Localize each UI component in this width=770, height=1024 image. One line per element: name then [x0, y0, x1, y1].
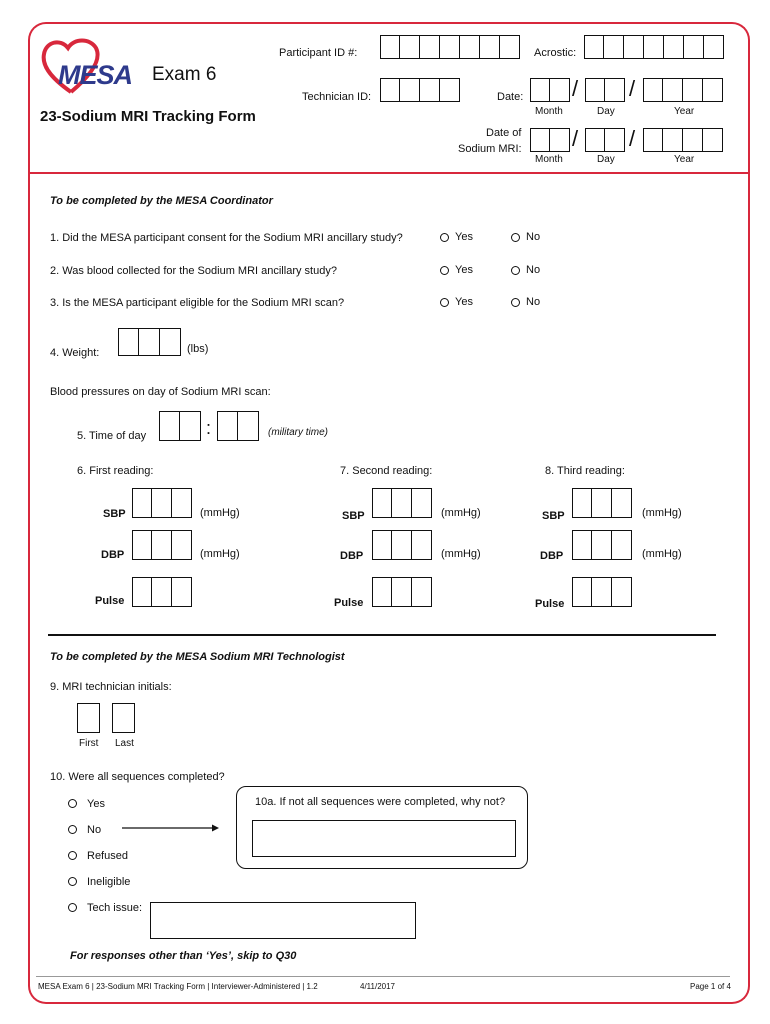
bp-heading: Blood pressures on day of Sodium MRI scan:: [50, 386, 271, 398]
option-no: No: [87, 824, 102, 836]
question-1: 1. Did the MESA participant consent for the Sodium MRI ancillary study?: [50, 232, 403, 244]
month-caption: Month: [535, 154, 563, 165]
time-colon: :: [206, 418, 212, 438]
sbp-label: SBP: [342, 510, 365, 522]
initial-first-input[interactable]: [77, 703, 100, 733]
question-9: 9. MRI technician initials:: [50, 681, 172, 693]
technician-id-label: Technician ID:: [302, 91, 372, 103]
reading2-dbp-input[interactable]: [372, 530, 432, 560]
option-tech-issue: Tech issue:: [87, 902, 143, 914]
q1-yes-radio[interactable]: [440, 233, 449, 242]
first-caption: First: [79, 738, 99, 749]
footer-divider: [36, 976, 730, 977]
year-caption: Year: [674, 106, 695, 117]
yes-label: Yes: [455, 296, 473, 308]
technologist-heading: To be completed by the MESA Sodium MRI Technologist: [50, 651, 345, 663]
reading1-dbp-input[interactable]: [132, 530, 192, 560]
year-caption: Year: [674, 154, 695, 165]
q10-yes-radio[interactable]: [68, 799, 77, 808]
initial-last-input[interactable]: [112, 703, 135, 733]
time-minute-input[interactable]: [217, 411, 259, 441]
reading3-pulse-input[interactable]: [572, 577, 632, 607]
question-7: 7. Second reading:: [340, 465, 433, 477]
yes-label: Yes: [455, 264, 473, 276]
exam-label: Exam 6: [152, 64, 217, 85]
date-slash: /: [572, 76, 579, 101]
date-slash: /: [572, 126, 579, 151]
question-3: 3. Is the MESA participant eligible for the Sodium MRI scan?: [50, 297, 345, 309]
weight-input[interactable]: [118, 328, 181, 356]
tech-issue-input[interactable]: [150, 902, 416, 939]
arrow-right-icon: [120, 823, 220, 833]
dbp-label: DBP: [540, 550, 564, 562]
mri-date-year-input[interactable]: [643, 128, 723, 152]
q10-tech-issue-radio[interactable]: [68, 903, 77, 912]
mmhg-unit: (mmHg): [642, 548, 682, 560]
date-day-input[interactable]: [585, 78, 625, 102]
option-yes: Yes: [87, 798, 105, 810]
date-of-mri-label-2: Sodium MRI:: [458, 143, 522, 155]
section-divider: [48, 634, 716, 636]
pulse-label: Pulse: [95, 595, 125, 607]
military-note: (military time): [268, 427, 328, 438]
sbp-label: SBP: [103, 508, 126, 520]
skip-note: For responses other than ‘Yes’, skip to Q30: [70, 950, 297, 962]
pulse-label: Pulse: [334, 597, 364, 609]
question-2: 2. Was blood collected for the Sodium MRI ancillary study?: [50, 265, 337, 277]
footer-date: 4/11/2017: [360, 982, 395, 991]
reading2-sbp-input[interactable]: [372, 488, 432, 518]
q10-refused-radio[interactable]: [68, 851, 77, 860]
mmhg-unit: (mmHg): [642, 507, 682, 519]
day-caption: Day: [597, 106, 615, 117]
date-slash: /: [629, 126, 636, 151]
q10-ineligible-radio[interactable]: [68, 877, 77, 886]
time-hour-input[interactable]: [159, 411, 201, 441]
acrostic-input[interactable]: [584, 35, 724, 59]
yes-label: Yes: [455, 231, 473, 243]
acrostic-label: Acrostic:: [534, 47, 577, 59]
question-5: 5. Time of day: [77, 430, 147, 442]
date-year-input[interactable]: [643, 78, 723, 102]
form-title: 23-Sodium MRI Tracking Form: [40, 108, 256, 125]
logo-text: MESA: [58, 60, 133, 90]
dbp-label: DBP: [101, 549, 125, 561]
technician-id-input[interactable]: [380, 78, 460, 102]
date-month-input[interactable]: [530, 78, 570, 102]
no-label: No: [526, 264, 541, 276]
question-4: 4. Weight:: [50, 347, 100, 359]
reading1-sbp-input[interactable]: [132, 488, 192, 518]
pulse-label: Pulse: [535, 598, 565, 610]
footer-form-info: MESA Exam 6 | 23-Sodium MRI Tracking Form | Interviewer-Administered | 1.2: [38, 982, 318, 991]
coordinator-heading: To be completed by the MESA Coordinator: [50, 195, 273, 207]
question-6: 6. First reading:: [77, 465, 154, 477]
reading2-pulse-input[interactable]: [372, 577, 432, 607]
question-8: 8. Third reading:: [545, 465, 625, 477]
q1-no-radio[interactable]: [511, 233, 520, 242]
lbs-unit: (lbs): [187, 343, 209, 355]
mmhg-unit: (mmHg): [200, 507, 240, 519]
last-caption: Last: [115, 738, 134, 749]
date-of-mri-label: Date of: [486, 127, 522, 139]
q10-no-radio[interactable]: [68, 825, 77, 834]
reading3-dbp-input[interactable]: [572, 530, 632, 560]
question-10: 10. Were all sequences completed?: [50, 771, 225, 783]
no-label: No: [526, 296, 541, 308]
date-slash: /: [629, 76, 636, 101]
month-caption: Month: [535, 106, 563, 117]
mmhg-unit: (mmHg): [441, 548, 481, 560]
sbp-label: SBP: [542, 510, 565, 522]
day-caption: Day: [597, 154, 615, 165]
q3-no-radio[interactable]: [511, 298, 520, 307]
mri-date-day-input[interactable]: [585, 128, 625, 152]
q2-yes-radio[interactable]: [440, 266, 449, 275]
participant-id-label: Participant ID #:: [279, 47, 358, 59]
q3-yes-radio[interactable]: [440, 298, 449, 307]
q2-no-radio[interactable]: [511, 266, 520, 275]
footer-page-number: Page 1 of 4: [690, 982, 731, 991]
dbp-label: DBP: [340, 550, 364, 562]
mmhg-unit: (mmHg): [441, 507, 481, 519]
question-10a: 10a. If not all sequences were completed, why not?: [255, 796, 506, 808]
participant-id-input[interactable]: [380, 35, 520, 59]
mri-date-month-input[interactable]: [530, 128, 570, 152]
date-label: Date:: [497, 91, 524, 103]
q10a-reason-input[interactable]: [252, 820, 516, 857]
option-refused: Refused: [87, 850, 128, 862]
reading1-pulse-input[interactable]: [132, 577, 192, 607]
mmhg-unit: (mmHg): [200, 548, 240, 560]
reading3-sbp-input[interactable]: [572, 488, 632, 518]
no-label: No: [526, 231, 541, 243]
option-ineligible: Ineligible: [87, 876, 131, 888]
